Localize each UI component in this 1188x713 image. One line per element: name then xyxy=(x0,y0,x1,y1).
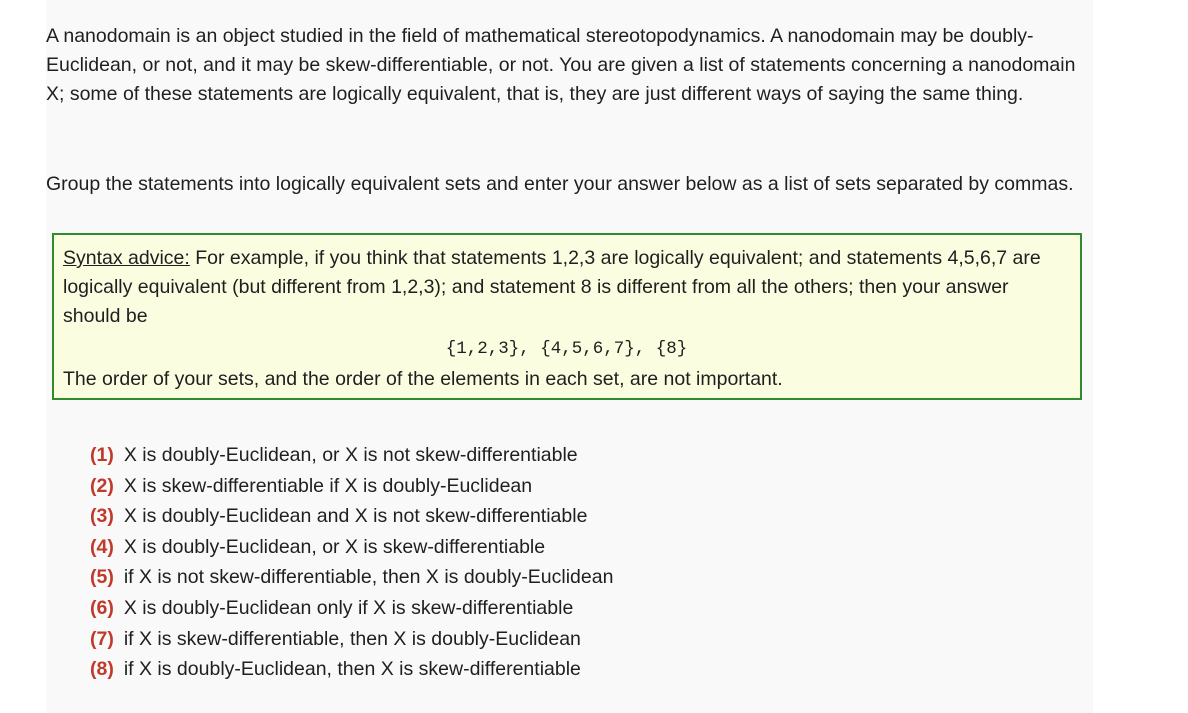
statement-number: (1) xyxy=(90,444,114,466)
syntax-advice-example: {1,2,3}, {4,5,6,7}, {8} xyxy=(445,339,688,359)
statement-item xyxy=(90,562,613,593)
statement-text: X is doubly-Euclidean, or X is skew-differentiable xyxy=(123,535,546,558)
statement-text: X is doubly-Euclidean only if X is skew-differentiable xyxy=(123,596,574,619)
syntax-advice-box xyxy=(52,233,1082,400)
statement-text: X is skew-differentiable if X is doubly-Euclidean xyxy=(123,474,533,497)
statement-text: if X is skew-differentiable, then X is doubly-Euclidean xyxy=(123,627,581,650)
intro-paragraph: A nanodomain is an object studied in the field of mathematical stereotopodynamics. A nanodomain may be doubly-Euclidean, or not, and it may be skew-differentiable, or not. You are given a list of statements concerning a nanodomain X; some of these statements are logically equivalent, that is, they are just different ways of saying the same thing. xyxy=(46,25,1076,105)
statement-number: (4) xyxy=(90,535,114,558)
statement-number: (2) xyxy=(90,474,114,497)
statement-item xyxy=(90,501,613,532)
instruction-paragraph: Group the statements into logically equivalent sets and enter your answer below as a list of sets separated by commas. xyxy=(46,173,1074,195)
statement-text: X is doubly-Euclidean, or X is not skew-differentiable xyxy=(123,444,578,466)
statement-text: if X is not skew-differentiable, then X is doubly-Euclidean xyxy=(123,566,614,589)
statement-item xyxy=(90,654,613,685)
statement-text: if X is doubly-Euclidean, then X is skew-differentiable xyxy=(123,658,581,681)
statement-item xyxy=(90,624,613,655)
statement-item xyxy=(90,471,613,502)
syntax-advice-note: The order of your sets, and the order of the elements in each set, are not important. xyxy=(63,368,783,390)
statement-number: (3) xyxy=(90,505,114,528)
statement-number: (8) xyxy=(90,658,114,681)
statement-number: (6) xyxy=(90,596,114,619)
statement-item xyxy=(90,532,613,563)
statement-item xyxy=(90,440,613,471)
syntax-advice-label: Syntax advice: xyxy=(63,247,190,269)
statement-number: (5) xyxy=(90,566,114,589)
syntax-advice-text xyxy=(63,244,1070,331)
syntax-advice-body: For example, if you think that statements 1,2,3 are logically equivalent; and statements 4,5,6,7 are logically equivalent (but different from 1,2,3); and statement 8 is different from all the others; then your answer should be xyxy=(63,247,1041,327)
statement-text: X is doubly-Euclidean and X is not skew-differentiable xyxy=(123,505,588,528)
statement-number: (7) xyxy=(90,627,114,650)
statement-item xyxy=(90,593,613,624)
statement-list xyxy=(90,440,613,685)
